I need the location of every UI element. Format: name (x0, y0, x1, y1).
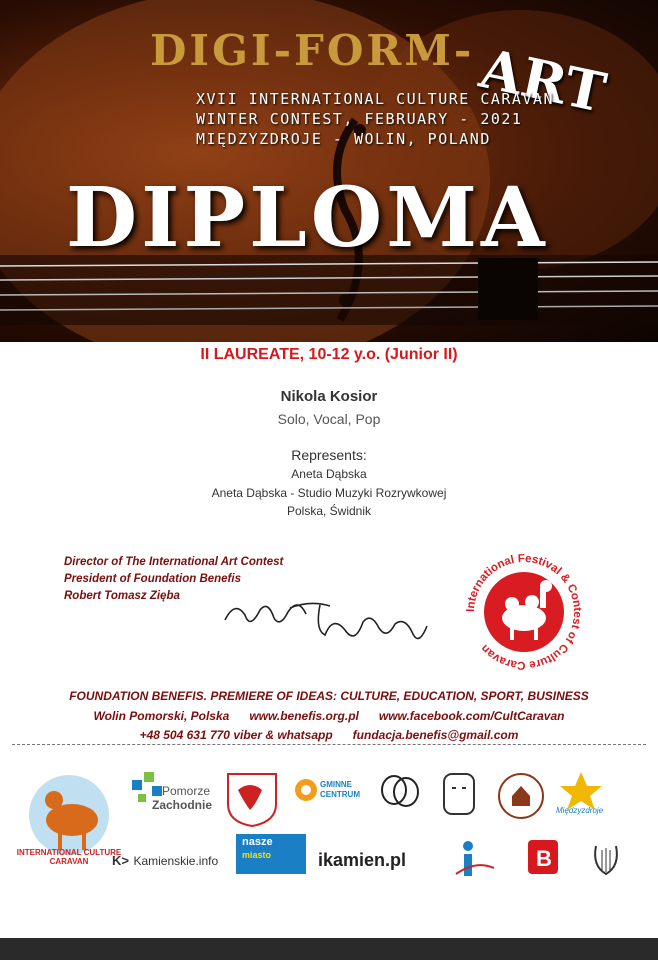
caravan-logo-text: INTERNATIONAL CULTURE CARAVAN (16, 848, 122, 866)
stamp-text: International Festival & Contest of Culture Caravan (464, 552, 584, 672)
contact-line: Wolin Pomorski, Polska www.benefis.org.pl www.facebook.com/CultCaravan (93, 709, 565, 723)
represents-line: Polska, Świdnik (286, 504, 372, 518)
gminne-centrum-logo (294, 778, 364, 807)
coat-of-arms-logo (226, 770, 278, 833)
president-title: President of Foundation Benefis (64, 573, 241, 585)
represents-line: Aneta Dąbska - Studio Muzyki Rozrywkowej (211, 486, 447, 500)
brand-art: ART (474, 36, 612, 125)
represents-label: Represents: (291, 447, 367, 463)
pomorze-logo (122, 770, 222, 840)
header-banner (0, 0, 658, 342)
gminne-text-1: GMINNE (320, 780, 352, 789)
nasze-text-1: nasze (242, 836, 273, 848)
cultural-centre-logo (498, 770, 544, 827)
contest-line-2: WINTER CONTEST, FEBRUARY - 2021 (196, 110, 523, 128)
nasze-text-2: miasto (242, 850, 272, 860)
diploma-title: DIPLOMA (66, 170, 549, 266)
theatre-masks-logo (378, 772, 422, 817)
b-logo (526, 838, 560, 883)
nasze-miasto-logo (236, 834, 306, 874)
bottom-bar (0, 938, 658, 960)
pomorze-text-1: Pomorze (162, 784, 211, 798)
director-name: Robert Tomasz Zięba (64, 590, 180, 602)
laureate-title: II LAUREATE, 10-12 y.o. (Junior II) (200, 346, 458, 363)
brand-title: DIGI-FORM- (150, 26, 475, 75)
phone-email-line: +48 504 631 770 viber & whatsapp fundacja.benefis@gmail.com (139, 728, 519, 742)
miedzyzdroje-logo (556, 770, 636, 815)
category: Solo, Vocal, Pop (277, 411, 381, 427)
kamienskie-logo (112, 852, 232, 870)
director-title: Director of The International Art Contest (64, 556, 284, 568)
foundation-line: FOUNDATION BENEFIS. PREMIERE OF IDEAS: CULTURE, EDUCATION, SPORT, BUSINESS (69, 689, 589, 703)
lyre-logo (588, 840, 624, 885)
contest-line-3: MIĘDZYZDROJE - WOLIN, POLAND (196, 130, 491, 148)
miedzyzdroje-text: Międzyzdroje (556, 806, 604, 815)
participant-name: Nikola Kosior (280, 388, 378, 405)
ikamien-logo (318, 850, 428, 871)
info-logo (452, 838, 496, 883)
pomorze-text-2: Zachodnie (152, 798, 213, 812)
svg-text:B: B (536, 846, 552, 871)
kamienskie-text: Kamienskie.info (133, 854, 219, 868)
signature (220, 590, 460, 650)
caravan-logo (14, 760, 124, 870)
face-logo (440, 772, 478, 821)
festival-stamp (460, 548, 588, 676)
contest-line-1: XVII INTERNATIONAL CULTURE CARAVAN (196, 90, 555, 108)
represents-line: Aneta Dąbska (291, 467, 367, 481)
divider (12, 744, 646, 745)
k-icon: K> (112, 853, 129, 868)
ikamien-text: ikamien.pl (318, 850, 407, 870)
gminne-text-2: CENTRUM (320, 790, 360, 799)
